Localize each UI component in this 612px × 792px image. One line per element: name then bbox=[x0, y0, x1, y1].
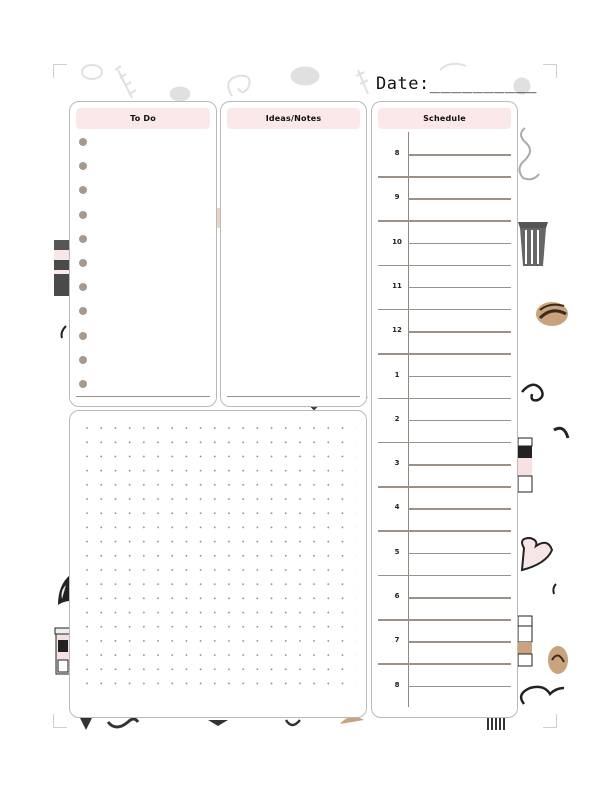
hour-label: 9 bbox=[394, 193, 400, 202]
half-hour-rule bbox=[408, 243, 511, 245]
half-hour-rule bbox=[408, 464, 511, 466]
schedule-slot[interactable] bbox=[378, 309, 511, 353]
half-hour-rule bbox=[408, 686, 511, 688]
hour-label: 8 bbox=[394, 680, 400, 689]
bullet-icon bbox=[79, 332, 87, 340]
half-hour-rule bbox=[408, 198, 511, 200]
bullet-icon bbox=[79, 356, 87, 364]
schedule-slot[interactable] bbox=[378, 354, 511, 398]
schedule-panel bbox=[371, 101, 518, 718]
half-hour-rule bbox=[408, 553, 511, 555]
bullet-icon bbox=[79, 138, 87, 146]
todo-item[interactable] bbox=[70, 186, 216, 206]
hour-label: 10 bbox=[392, 237, 402, 246]
half-hour-rule bbox=[408, 508, 511, 510]
date-field[interactable]: Date:__________ bbox=[376, 74, 538, 94]
bullet-icon bbox=[79, 186, 87, 194]
todo-item[interactable] bbox=[70, 138, 216, 158]
corner-bracket-top-left bbox=[53, 64, 67, 78]
hour-label: 11 bbox=[392, 281, 402, 290]
bullet-icon bbox=[79, 162, 87, 170]
half-hour-rule bbox=[408, 154, 511, 156]
bullet-icon bbox=[79, 259, 87, 267]
hour-label: 6 bbox=[394, 592, 400, 600]
todo-panel bbox=[69, 101, 217, 407]
ideas-bottom-rule bbox=[227, 396, 360, 397]
todo-item[interactable] bbox=[70, 307, 216, 327]
schedule-slot[interactable] bbox=[378, 398, 511, 442]
schedule-slot[interactable] bbox=[378, 619, 511, 663]
schedule-slot[interactable] bbox=[378, 265, 511, 309]
schedule-slot[interactable] bbox=[378, 531, 511, 575]
dot-grid bbox=[80, 421, 356, 693]
corner-bracket-bottom-left bbox=[53, 714, 67, 728]
half-hour-rule bbox=[408, 287, 511, 289]
hour-label: 5 bbox=[394, 547, 400, 556]
half-hour-rule bbox=[408, 420, 511, 422]
schedule-slot[interactable] bbox=[378, 664, 511, 708]
todo-item[interactable] bbox=[70, 235, 216, 255]
schedule-slot[interactable] bbox=[378, 132, 511, 176]
ideas-notes-header: Ideas/Notes bbox=[227, 108, 360, 129]
bullet-icon bbox=[79, 211, 87, 219]
todo-item[interactable] bbox=[70, 283, 216, 303]
schedule-slot[interactable] bbox=[378, 176, 511, 220]
hour-label: 8 bbox=[394, 149, 400, 157]
bullet-icon bbox=[79, 380, 87, 388]
hour-label: 7 bbox=[394, 636, 400, 645]
corner-bracket-top-right bbox=[543, 64, 557, 78]
half-hour-rule bbox=[408, 376, 511, 378]
hour-label: 2 bbox=[394, 414, 400, 423]
todo-bottom-rule bbox=[76, 396, 210, 397]
schedule-slot[interactable] bbox=[378, 486, 511, 530]
todo-item[interactable] bbox=[70, 259, 216, 279]
half-hour-rule bbox=[408, 331, 511, 333]
todo-item[interactable] bbox=[70, 332, 216, 352]
hour-label: 4 bbox=[394, 503, 400, 512]
hour-label: 3 bbox=[394, 459, 400, 468]
schedule-header: Schedule bbox=[378, 108, 511, 129]
corner-bracket-bottom-right bbox=[543, 714, 557, 728]
half-hour-rule bbox=[408, 641, 511, 643]
bullet-icon bbox=[79, 307, 87, 315]
hour-label: 12 bbox=[392, 326, 402, 335]
hour-label: 1 bbox=[394, 370, 400, 379]
dot-grid-panel[interactable] bbox=[69, 410, 367, 718]
todo-item[interactable] bbox=[70, 356, 216, 376]
bullet-icon bbox=[79, 283, 87, 291]
bullet-icon bbox=[79, 235, 87, 243]
todo-item[interactable] bbox=[70, 380, 216, 400]
todo-item[interactable] bbox=[70, 211, 216, 231]
todo-header: To Do bbox=[76, 108, 210, 129]
schedule-slot[interactable] bbox=[378, 221, 511, 265]
schedule-slot[interactable] bbox=[378, 442, 511, 486]
ideas-notes-panel[interactable] bbox=[220, 101, 367, 407]
todo-item[interactable] bbox=[70, 162, 216, 182]
half-hour-rule bbox=[408, 597, 511, 599]
schedule-slot[interactable] bbox=[378, 575, 511, 619]
